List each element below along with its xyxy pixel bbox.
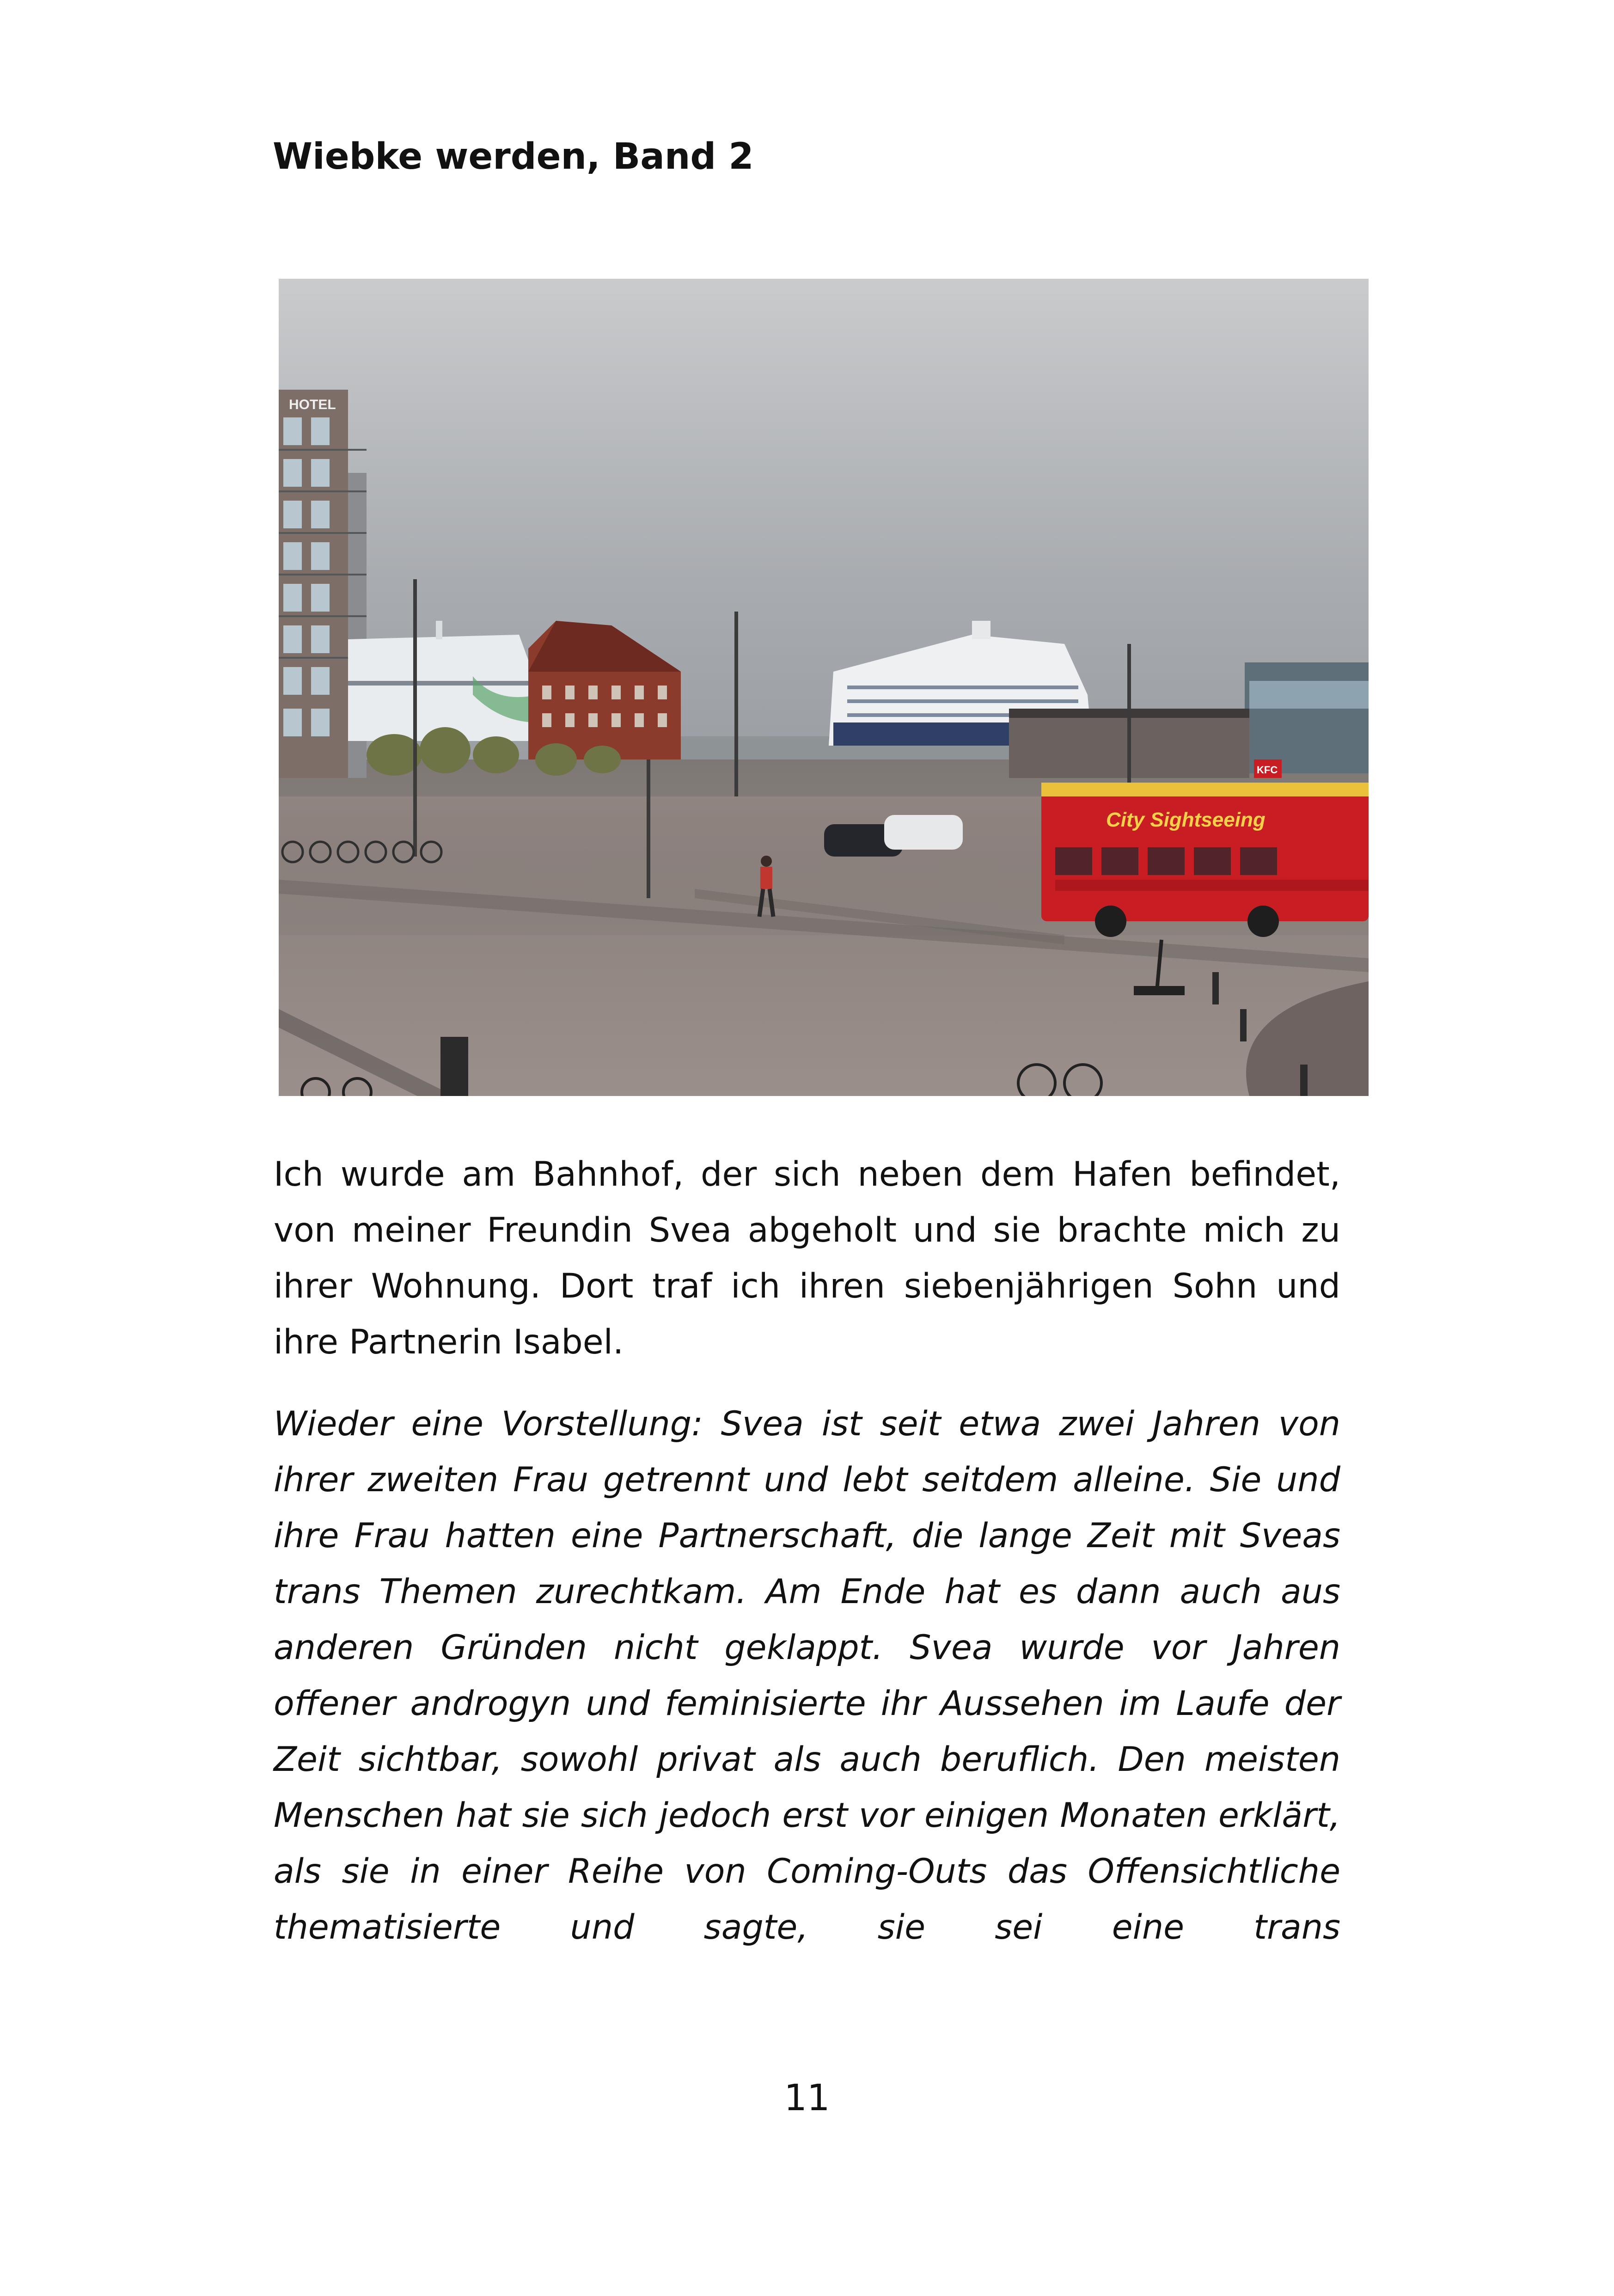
kfc-sign: KFC [1257, 764, 1278, 776]
bus-logo: City Sightseeing [1106, 808, 1266, 831]
sightseeing-bus [1041, 783, 1369, 937]
paragraph-2: Wieder eine Vorstellung: Svea ist seit etwa zwei Jahren von ihrer zweiten Frau getrennt und lebt seitdem alleine. Sie und ihre Frau hatten eine Partnerschaft, die lange Zeit mit Sveas trans Themen zurechtkam. Am Ende hat es dann auch aus anderen Gründen nicht geklappt. Svea wurde vor Jahren offener androgyn und feminisierte ihr Aussehen im Laufe der Zeit sichtbar, sowohl privat als auch beruflich. Den meisten Menschen hat sie sich jedoch erst vor einigen Monaten erklärt, als sie in einer Reihe von Coming-Outs das Offensichtliche thematisierte und sagte, sie sei eine trans [274, 1404, 1340, 1947]
paragraph-1: Ich wurde am Bahnhof, der sich neben dem Hafen befindet, von meiner Freundin Svea abgeholt und sie brachte mich zu ihrer Wohnung. Dort traf ich ihren siebenjährigen Sohn und ihre Partnerin Isabel. [274, 1155, 1340, 1362]
hotel-sign: HOTEL [289, 397, 336, 412]
harbor-photo [279, 279, 1369, 1096]
page-number: 11 [784, 2077, 830, 2119]
running-header-title: Wiebke werden, Band 2 [273, 136, 754, 178]
